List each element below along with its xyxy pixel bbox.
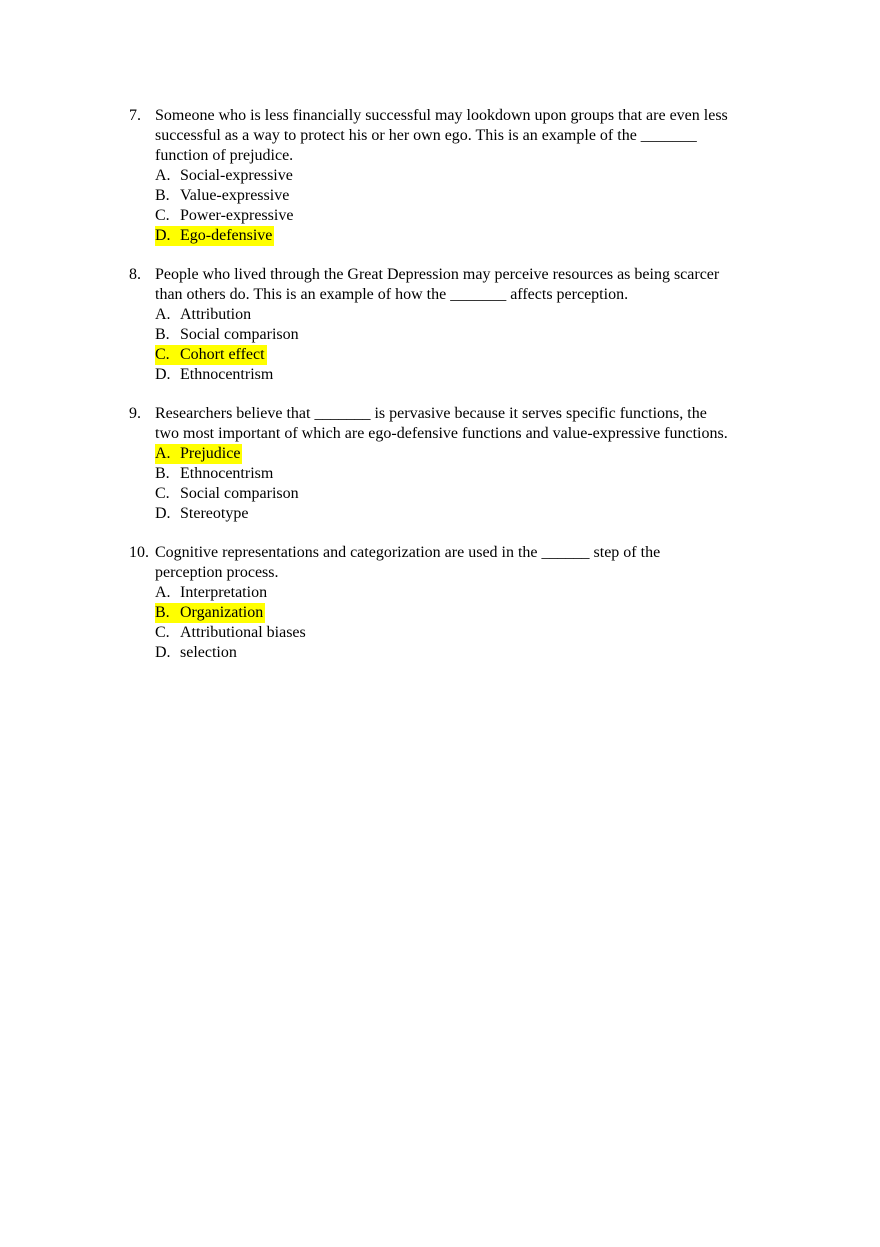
- option-letter: A.: [155, 167, 171, 184]
- option-text: Social comparison: [180, 326, 299, 343]
- question-7: [129, 106, 779, 246]
- option-letter: D.: [155, 366, 171, 383]
- option-b: [155, 464, 779, 484]
- option-letter: C.: [155, 346, 170, 363]
- option-text: Social comparison: [180, 485, 299, 502]
- option-letter: C.: [155, 624, 170, 641]
- option-c: [155, 206, 779, 226]
- question-number: 8.: [129, 266, 141, 283]
- answer-options: [155, 583, 779, 663]
- option-text: Organization: [180, 604, 264, 621]
- option-letter: C.: [155, 485, 170, 502]
- question-line: Cognitive representations and categorization are used in the ______ step of the: [155, 544, 661, 561]
- question-9: [129, 404, 779, 524]
- question-line: Someone who is less financially successful may lookdown upon groups that are even less: [155, 107, 728, 124]
- answer-options: [155, 444, 779, 524]
- option-letter: B.: [155, 604, 170, 621]
- option-b: [155, 603, 779, 623]
- option-c: [155, 484, 779, 504]
- option-letter: A.: [155, 306, 171, 323]
- option-text: Prejudice: [180, 445, 241, 462]
- option-d: [155, 226, 779, 246]
- option-d: [155, 504, 779, 524]
- option-letter: B.: [155, 465, 170, 482]
- question-text: [155, 265, 779, 305]
- option-text: Attribution: [180, 306, 252, 323]
- answer-options: [155, 305, 779, 385]
- option-letter: B.: [155, 187, 170, 204]
- option-letter: D.: [155, 644, 171, 661]
- option-text: Value-expressive: [180, 187, 290, 204]
- question-line: than others do. This is an example of how the _______ affects perception.: [155, 286, 629, 303]
- option-letter: A.: [155, 445, 171, 462]
- option-a: [155, 305, 779, 325]
- option-a: [155, 166, 779, 186]
- question-line: successful as a way to protect his or her own ego. This is an example of the _______: [155, 127, 697, 144]
- question-line: two most important of which are ego-defensive functions and value-expressive functions.: [155, 425, 728, 442]
- option-c: [155, 623, 779, 643]
- option-text: Attributional biases: [180, 624, 306, 641]
- option-a: [155, 444, 779, 464]
- question-8: [129, 265, 779, 385]
- option-b: [155, 325, 779, 345]
- question-number: 7.: [129, 107, 141, 124]
- option-text: Interpretation: [180, 584, 268, 601]
- option-letter: B.: [155, 326, 170, 343]
- question-line: function of prejudice.: [155, 147, 294, 164]
- question-number: 10.: [129, 544, 149, 561]
- question-text: [155, 404, 779, 444]
- option-b: [155, 186, 779, 206]
- option-text: selection: [180, 644, 237, 661]
- option-letter: D.: [155, 505, 171, 522]
- option-text: Cohort effect: [180, 346, 265, 363]
- question-line: Researchers believe that _______ is pervasive because it serves specific functions, the: [155, 405, 707, 422]
- question-line: perception process.: [155, 564, 279, 581]
- option-a: [155, 583, 779, 603]
- option-text: Ethnocentrism: [180, 465, 274, 482]
- answer-options: [155, 166, 779, 246]
- option-letter: C.: [155, 207, 170, 224]
- option-d: [155, 643, 779, 663]
- option-text: Ethnocentrism: [180, 366, 274, 383]
- question-10: [129, 543, 779, 663]
- question-text: [155, 543, 779, 583]
- option-text: Social-expressive: [180, 167, 293, 184]
- option-text: Power-expressive: [180, 207, 294, 224]
- option-letter: D.: [155, 227, 171, 244]
- question-text: [155, 106, 779, 166]
- question-number: 9.: [129, 405, 141, 422]
- option-letter: A.: [155, 584, 171, 601]
- option-c: [155, 345, 779, 365]
- option-d: [155, 365, 779, 385]
- option-text: Stereotype: [180, 505, 249, 522]
- option-text: Ego-defensive: [180, 227, 273, 244]
- question-line: People who lived through the Great Depression may perceive resources as being scarcer: [155, 266, 720, 283]
